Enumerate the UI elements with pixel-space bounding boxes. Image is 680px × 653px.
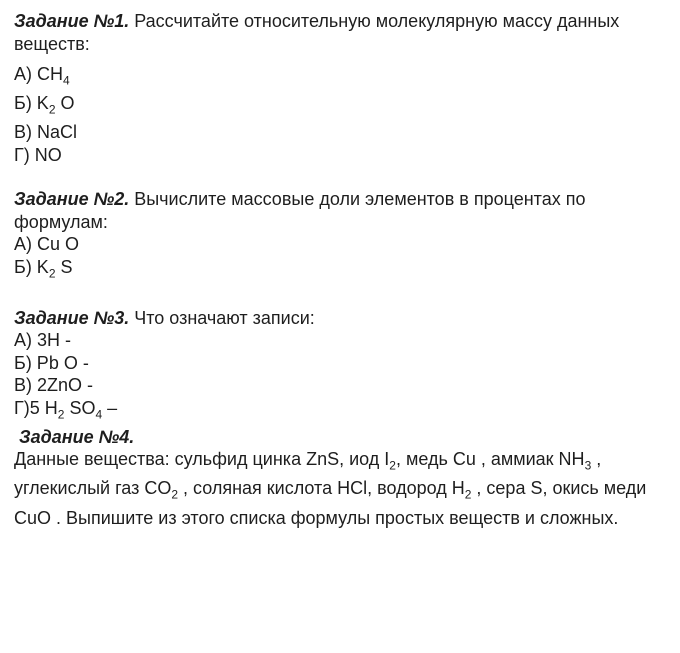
task4-text: Данные вещества: сульфид цинка ZnS, иод $I_2$, медь Cu , аммиак $NH_3$ , углекислый газ $CO_2$ , соляная кислота HCl, водород $H_2$ , сера S, окись меди CuO . Выпишите из этого списка формулы простых веществ и сложных.	[14, 449, 647, 528]
task1-item: А) $CH_4$	[14, 64, 70, 88]
task3-title: Задание №3.	[14, 307, 130, 328]
task1-item: Б) $K_2$ O	[14, 93, 75, 117]
document	[14, 10, 666, 529]
task2-item: А) Cu O	[14, 234, 80, 255]
task3-item: В) 2ZnO -	[14, 375, 94, 396]
task1-item: Г) NO	[14, 144, 62, 165]
task2-header	[14, 188, 666, 233]
task3-text: Что означают записи:	[129, 307, 315, 328]
task1-title: Задание №1.	[14, 11, 130, 31]
task1-header	[14, 10, 666, 55]
task4-title: Задание №4.	[19, 426, 135, 447]
task2-item: Б) $K_2$ S	[14, 256, 73, 281]
task4-header	[14, 426, 666, 449]
task3-item: А) 3H -	[14, 330, 72, 351]
task1-text: Рассчитайте относительную молекулярную массу данных веществ:	[14, 11, 620, 54]
task2-title: Задание №2.	[14, 189, 130, 210]
task2-text: Вычислите массовые доли элементов в процентах по формулам:	[14, 189, 586, 232]
task3-item: Б) Pb O -	[14, 352, 89, 373]
task1-item: В) NaCl	[14, 122, 78, 143]
task3-item: Г)5 $H_2$ $SO_4$ –	[14, 397, 118, 422]
task3-header	[14, 307, 666, 330]
